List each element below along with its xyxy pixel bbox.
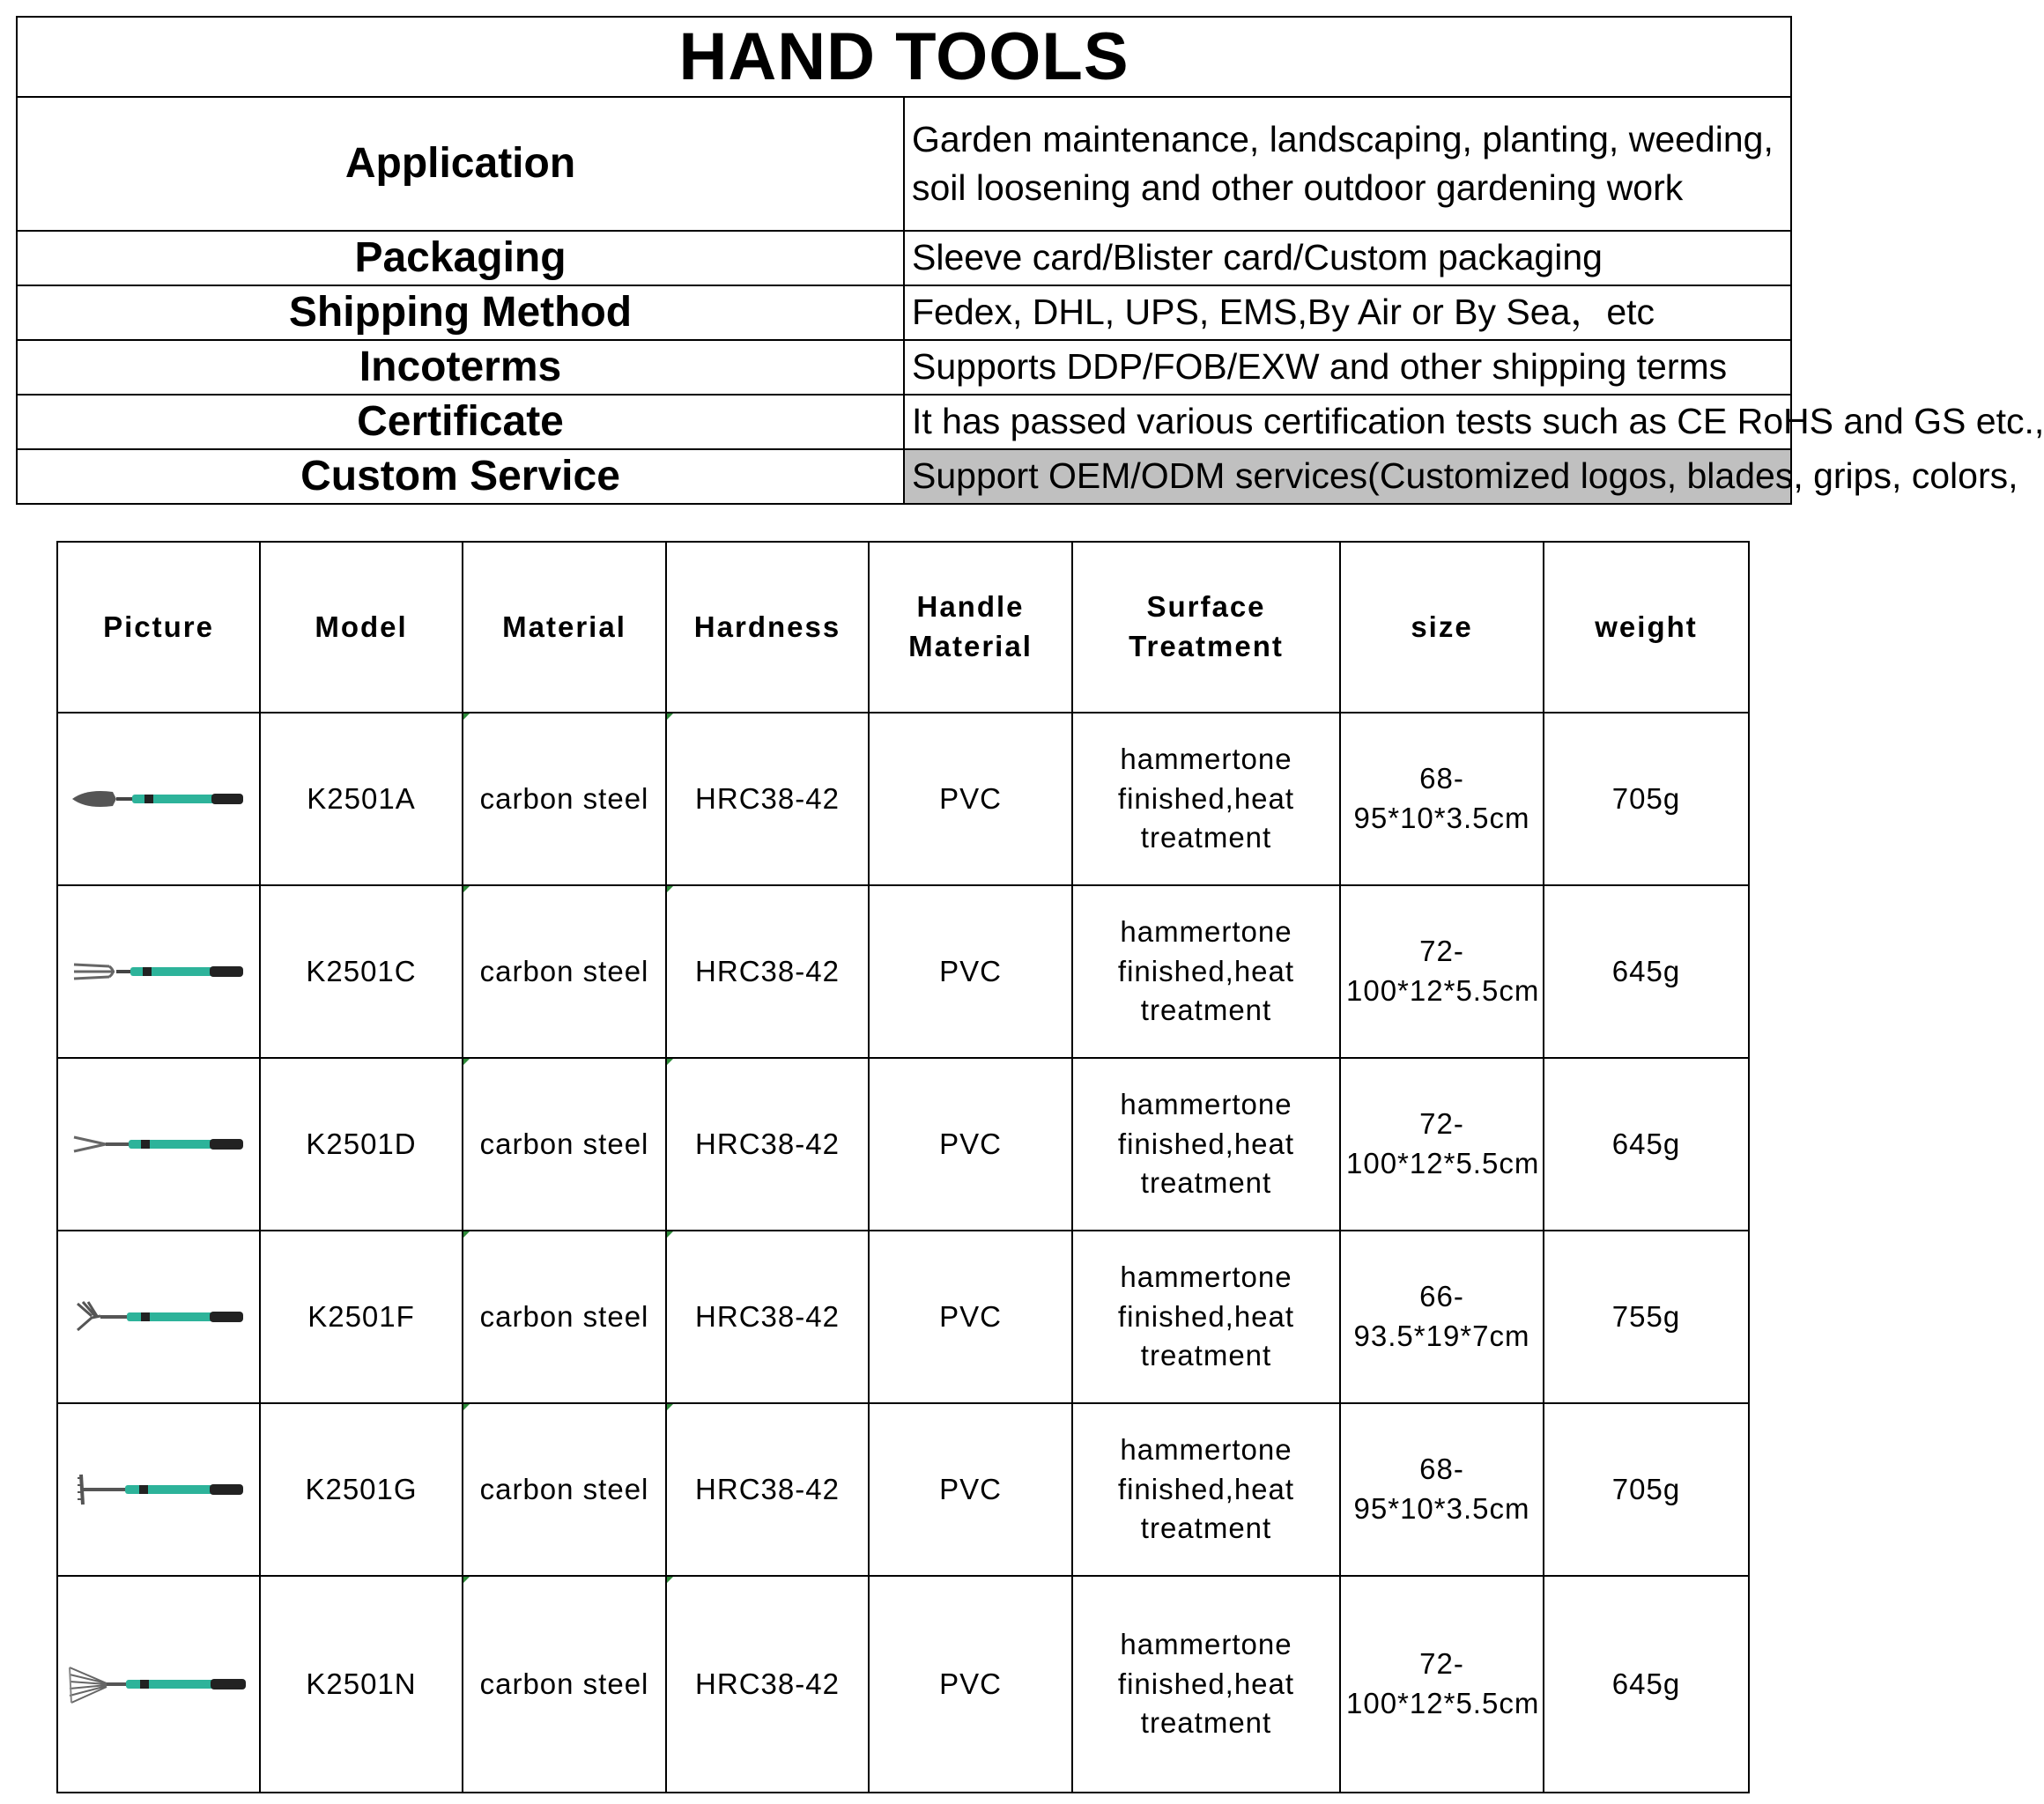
column-header-size: size	[1340, 542, 1544, 713]
handle-material-cell: PVC	[869, 1403, 1072, 1576]
column-header-material: Material	[463, 542, 666, 713]
hand-rake-icon	[70, 1468, 247, 1512]
model-cell: K2501F	[260, 1231, 463, 1403]
model-cell: K2501A	[260, 713, 463, 885]
picture-cell	[57, 1231, 260, 1403]
spec-sheet	[16, 16, 2044, 505]
spec-label-certificate: Certificate	[17, 395, 904, 449]
spec-label-incoterms: Incoterms	[17, 340, 904, 395]
picture-cell	[57, 1058, 260, 1231]
table-header-row	[57, 542, 1749, 713]
size-cell: 68-95*10*3.5cm	[1340, 713, 1544, 885]
size-cell: 72-100*12*5.5cm	[1340, 1058, 1544, 1231]
spec-value-shipping-method: Fedex, DHL, UPS, EMS,By Air or By Sea，etc	[904, 285, 1791, 340]
hardness-cell: HRC38-42	[666, 1231, 869, 1403]
table-row	[57, 713, 1749, 885]
material-cell: carbon steel	[463, 713, 666, 885]
picture-cell	[57, 713, 260, 885]
column-header-surface-treatment: Surface Treatment	[1072, 542, 1340, 713]
size-cell: 72-100*12*5.5cm	[1340, 885, 1544, 1058]
weight-cell: 755g	[1544, 1231, 1749, 1403]
model-cell: K2501G	[260, 1403, 463, 1576]
trowel-icon	[70, 781, 247, 817]
surface-treatment-cell: hammertone finished,heat treatment	[1072, 1576, 1340, 1793]
handle-material-cell: PVC	[869, 1231, 1072, 1403]
spec-value-custom-service: Support OEM/ODM services(Customized logos, blades, grips, colors,	[904, 449, 1791, 504]
model-cell: K2501C	[260, 885, 463, 1058]
size-cell: 72-100*12*5.5cm	[1340, 1576, 1544, 1793]
surface-treatment-cell: hammertone finished,heat treatment	[1072, 713, 1340, 885]
spec-value-application: Garden maintenance, landscaping, planting, weeding, soil loosening and other outdoor gardening work	[904, 97, 1791, 231]
handle-material-cell: PVC	[869, 885, 1072, 1058]
spec-label-packaging: Packaging	[17, 231, 904, 285]
hardness-cell: HRC38-42	[666, 885, 869, 1058]
weight-cell: 645g	[1544, 1576, 1749, 1793]
handle-material-cell: PVC	[869, 1058, 1072, 1231]
handle-material-cell: PVC	[869, 1576, 1072, 1793]
weeder-icon	[70, 1127, 247, 1162]
picture-cell	[57, 885, 260, 1058]
hardness-cell: HRC38-42	[666, 1058, 869, 1231]
spec-label-application: Application	[17, 97, 904, 231]
hardness-cell: HRC38-42	[666, 1576, 869, 1793]
spec-value-incoterms: Supports DDP/FOB/EXW and other shipping terms	[904, 340, 1791, 395]
column-header-picture: Picture	[57, 542, 260, 713]
material-cell: carbon steel	[463, 1058, 666, 1231]
cultivator-icon	[70, 1295, 247, 1339]
weight-cell: 705g	[1544, 1403, 1749, 1576]
model-cell: K2501N	[260, 1576, 463, 1793]
product-table	[56, 541, 1750, 1793]
material-cell: carbon steel	[463, 1576, 666, 1793]
column-header-handle-material: Handle Material	[869, 542, 1072, 713]
surface-treatment-cell: hammertone finished,heat treatment	[1072, 1058, 1340, 1231]
picture-cell	[57, 1403, 260, 1576]
weight-cell: 645g	[1544, 885, 1749, 1058]
material-cell: carbon steel	[463, 1231, 666, 1403]
column-header-model: Model	[260, 542, 463, 713]
weight-cell: 645g	[1544, 1058, 1749, 1231]
size-cell: 68-95*10*3.5cm	[1340, 1403, 1544, 1576]
hardness-cell: HRC38-42	[666, 713, 869, 885]
weight-cell: 705g	[1544, 713, 1749, 885]
surface-treatment-cell: hammertone finished,heat treatment	[1072, 885, 1340, 1058]
handle-material-cell: PVC	[869, 713, 1072, 885]
column-header-weight: weight	[1544, 542, 1749, 713]
hand-fork-icon	[70, 954, 247, 989]
material-cell: carbon steel	[463, 885, 666, 1058]
surface-treatment-cell: hammertone finished,heat treatment	[1072, 1231, 1340, 1403]
surface-treatment-cell: hammertone finished,heat treatment	[1072, 1403, 1340, 1576]
column-header-hardness: Hardness	[666, 542, 869, 713]
table-row	[57, 1576, 1749, 1793]
spec-label-shipping-method: Shipping Method	[17, 285, 904, 340]
hardness-cell: HRC38-42	[666, 1403, 869, 1576]
spec-value-certificate: It has passed various certification tests such as CE RoHS and GS etc.,	[904, 395, 1791, 449]
table-row	[57, 1231, 1749, 1403]
spec-label-custom-service: Custom Service	[17, 449, 904, 504]
table-row	[57, 1403, 1749, 1576]
material-cell: carbon steel	[463, 1403, 666, 1576]
size-cell: 66-93.5*19*7cm	[1340, 1231, 1544, 1403]
leaf-rake-icon	[66, 1662, 251, 1706]
table-row	[57, 885, 1749, 1058]
page-title: HAND TOOLS	[17, 17, 1791, 97]
picture-cell	[57, 1576, 260, 1793]
table-row	[57, 1058, 1749, 1231]
model-cell: K2501D	[260, 1058, 463, 1231]
spec-value-packaging: Sleeve card/Blister card/Custom packaging	[904, 231, 1791, 285]
